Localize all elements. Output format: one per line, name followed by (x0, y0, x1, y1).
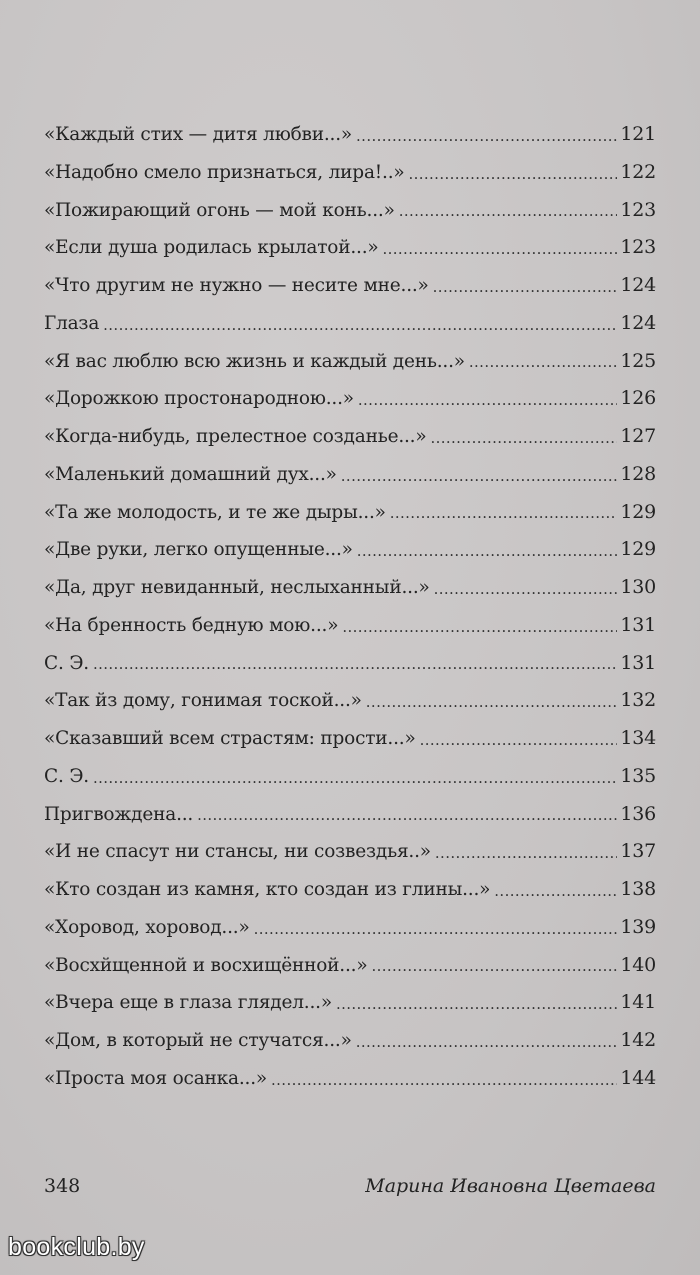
toc-entry-title: Пригвождена... (44, 803, 194, 825)
toc-entry-title: «Вчера еще в глаза глядел...» (44, 992, 332, 1014)
toc-entry-title: «На бренность бедную мою...» (44, 614, 339, 636)
toc-entry-title: «Дорожкою простонародною...» (44, 388, 354, 410)
toc-entry-title: «Дом, в который не стучатся...» (44, 1030, 352, 1051)
toc-entry-page: 129 (620, 500, 656, 523)
toc-entry (44, 840, 656, 878)
table-of-contents (44, 123, 656, 1105)
toc-entry-page: 136 (620, 802, 656, 825)
toc-entry (44, 689, 656, 727)
toc-entry-title: «Что другим не нужно — несите мне...» (44, 275, 429, 296)
toc-entry-title: «Когда-нибудь, прелестное созданье...» (44, 426, 427, 447)
toc-entry-title: «Восхйщенной и восхищённой...» (44, 954, 368, 976)
toc-entry (44, 387, 656, 425)
toc-entry (44, 765, 656, 803)
toc-entry-page: 126 (620, 387, 656, 410)
toc-entry (44, 576, 656, 614)
toc-entry-page: 125 (620, 349, 656, 372)
toc-entry (44, 1067, 656, 1105)
toc-entry-page: 124 (620, 311, 656, 334)
dot-leader (366, 691, 618, 710)
toc-entry-title: «Кто создан из камня, кто создан из глины...» (44, 879, 491, 900)
toc-entry (44, 803, 656, 841)
toc-entry-page: 123 (620, 198, 656, 221)
toc-entry-page: 144 (620, 1066, 656, 1089)
dot-leader (356, 125, 617, 144)
toc-entry (44, 274, 656, 312)
toc-entry (44, 727, 656, 765)
dot-leader (435, 842, 617, 861)
toc-entry (44, 312, 656, 350)
page-number: 348 (44, 1175, 81, 1197)
toc-entry (44, 501, 656, 539)
toc-entry-page: 127 (620, 425, 656, 447)
dot-leader (271, 1069, 617, 1088)
toc-entry (44, 538, 656, 576)
toc-entry-page: 131 (620, 651, 656, 674)
dot-leader (254, 918, 618, 937)
toc-entry (44, 123, 656, 161)
toc-entry-page: 138 (620, 878, 656, 900)
toc-entry-title: «Проста моя осанка...» (44, 1067, 268, 1089)
dot-leader (93, 767, 617, 786)
toc-entry-title: С. Э. (44, 652, 89, 674)
toc-entry (44, 1029, 656, 1067)
dot-leader (356, 1031, 618, 1050)
toc-entry-page: 131 (620, 613, 656, 636)
toc-entry-page: 122 (620, 160, 656, 183)
dot-leader (409, 163, 618, 182)
dot-leader (420, 729, 618, 748)
dot-leader (93, 653, 617, 672)
toc-entry-page: 129 (620, 538, 656, 561)
toc-entry-title: Глаза (44, 312, 100, 334)
dot-leader (433, 276, 618, 295)
toc-entry-title: «Я вас люблю всю жизнь и каждый день...» (44, 350, 465, 372)
toc-entry (44, 954, 656, 992)
toc-entry-title: «Да, друг невиданный, неслыханный...» (44, 577, 430, 598)
toc-entry-page: 142 (620, 1029, 656, 1051)
toc-entry-page: 130 (620, 576, 656, 598)
dot-leader (103, 314, 617, 333)
toc-entry-title: «Пожирающий огонь — мой конь...» (44, 199, 395, 221)
running-footer-author: Марина Ивановна Цветаева (365, 1175, 656, 1197)
toc-entry-title: «Так йз дому, гонимая тоской...» (44, 690, 362, 712)
toc-entry (44, 652, 656, 690)
toc-entry-page: 124 (620, 274, 656, 296)
toc-entry-title: «Хоровод, хоровод...» (44, 916, 250, 938)
toc-entry (44, 463, 656, 501)
toc-entry-page: 137 (620, 840, 656, 863)
toc-entry-page: 121 (620, 123, 656, 145)
dot-leader (197, 804, 617, 823)
toc-entry-page: 135 (620, 764, 656, 787)
toc-entry-title: «Та же молодость, и те же дыры...» (44, 501, 386, 523)
dot-leader (390, 502, 618, 521)
toc-entry-title: «Две руки, легко опущенные...» (44, 539, 353, 561)
toc-entry-title: «Сказавший всем страстям: прости...» (44, 728, 416, 749)
toc-entry-title: С. Э. (44, 765, 89, 787)
dot-leader (469, 351, 617, 370)
toc-entry-title: «Каждый стих — дитя любви...» (44, 124, 353, 145)
toc-entry-title: «Надобно смело признаться, лира!..» (44, 161, 405, 183)
toc-entry (44, 878, 656, 916)
toc-entry-page: 132 (620, 689, 656, 712)
dot-leader (336, 993, 617, 1012)
toc-entry (44, 991, 656, 1029)
dot-leader (494, 880, 617, 899)
dot-leader (383, 238, 618, 257)
toc-entry-page: 139 (620, 915, 656, 938)
dot-leader (357, 540, 618, 559)
toc-entry-page: 134 (620, 727, 656, 749)
toc-entry (44, 161, 656, 199)
toc-entry-page: 123 (620, 236, 656, 259)
toc-entry (44, 236, 656, 274)
toc-entry-title: «Маленький домашний дух...» (44, 463, 337, 485)
dot-leader (434, 578, 618, 597)
dot-leader (430, 427, 617, 446)
toc-entry (44, 350, 656, 388)
toc-entry-title: «Если душа родилась крылатой...» (44, 237, 379, 259)
toc-entry (44, 614, 656, 652)
toc-entry (44, 199, 656, 237)
watermark: bookclub.by (8, 1233, 145, 1261)
dot-leader (342, 616, 617, 635)
toc-entry-page: 140 (620, 953, 656, 976)
toc-entry (44, 916, 656, 954)
toc-entry-page: 141 (620, 991, 656, 1014)
toc-entry (44, 425, 656, 463)
dot-leader (371, 955, 617, 974)
toc-entry-title: «И не спасут ни стансы, ни созвездья..» (44, 841, 431, 863)
dot-leader (341, 465, 618, 484)
dot-leader (399, 200, 618, 219)
dot-leader (358, 389, 617, 408)
toc-entry-page: 128 (620, 462, 656, 485)
